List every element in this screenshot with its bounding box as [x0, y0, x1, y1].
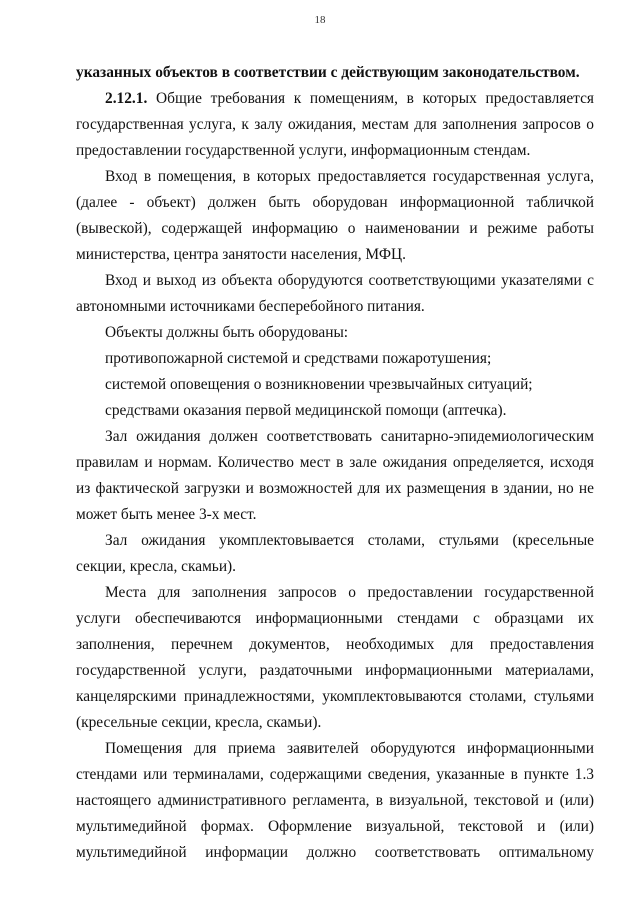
paragraph-entrance-exit: Вход и выход из объекта оборудуются соответствующими указателями с автономными источниками бесперебойного питания. [76, 272, 594, 315]
paragraph-waiting-hall-furniture: Зал ожидания укомплектовывается столами, стульями (кресельные секции, кресла, скамьи). [76, 532, 594, 575]
paragraph-request-places: Места для заполнения запросов о предоставлении государственной услуги обеспечиваются информационными стендами с образцами их заполнения, перечнем документов, необходимых для предоставления государственной услуги, раздаточными информационными материалами, канцелярскими принадлежностями, укомплектовываются столами, стульями (кресельные секции, кресла, скамьи). [76, 584, 594, 731]
paragraph-waiting-hall: Зал ожидания должен соответствовать санитарно-эпидемиологическим правилам и нормам. Количество мест в зале ожидания определяется, исходя из фактической загрузки и возможностей для их размещения в здании, но не может быть менее 3-х мест. [76, 428, 594, 523]
paragraph-equipment-intro: Объекты должны быть оборудованы: [105, 324, 349, 341]
list-item-first-aid: средствами оказания первой медицинской помощи (аптечка). [105, 402, 507, 419]
list-item-fire-safety: противопожарной системой и средствами пожаротушения; [105, 350, 492, 367]
document-body [76, 60, 594, 866]
paragraph-reception-rooms: Помещения для приема заявителей оборудуются информационными стендами или терминалами, содержащими сведения, указанные в пункте 1.3 настоящего административного регламента, в визуальной, текстовой и (или) мультимедийной формах. Оформление визуальной, текстовой и (или) мультимедийной информации должно соответствовать оптимальному [76, 740, 594, 861]
section-number: 2.12.1. [105, 90, 148, 107]
page-number: 18 [314, 14, 326, 26]
paragraph-continuation: указанных объектов в соответствии с действующим законодательством. [76, 64, 580, 81]
paragraph-2-12-1 [76, 86, 594, 164]
list-item-emergency-alert: системой оповещения о возникновении чрезвычайных ситуаций; [105, 376, 533, 393]
paragraph-entrance: Вход в помещения, в которых предоставляется государственная услуга, (далее - объект) должен быть оборудован информационной табличкой (вывеской), содержащей информацию о наименовании и режиме работы министерства, центра занятости населения, МФЦ. [76, 168, 594, 263]
section-text: Общие требования к помещениям, в которых предоставляется государственная услуга, к залу ожидания, местам для заполнения запросов о предоставлении государственной услуги, информационным стендам. [76, 90, 594, 159]
